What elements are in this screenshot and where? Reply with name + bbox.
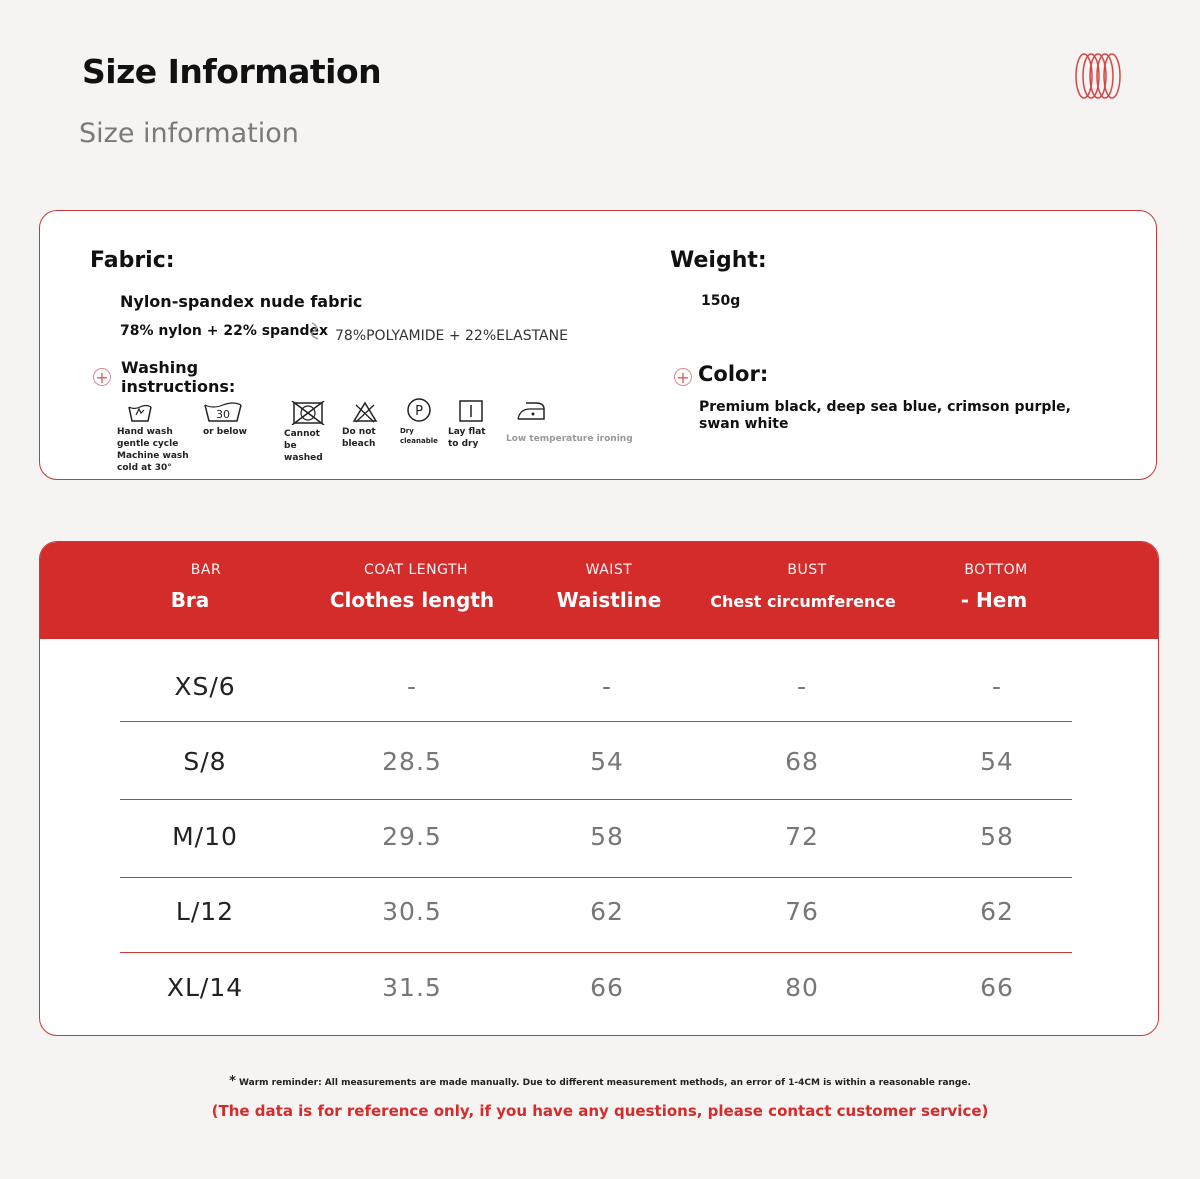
measurement-cell: 58 xyxy=(590,822,624,851)
hand-wash-icon xyxy=(127,401,153,423)
measurement-cell: - xyxy=(601,672,613,701)
page-subtitle: Size information xyxy=(79,118,299,149)
weight-label: Weight: xyxy=(670,248,767,273)
color-label: Color: xyxy=(698,362,769,386)
table-row xyxy=(40,973,1158,1013)
header-bust-en: BUST xyxy=(787,562,827,578)
measurement-cell: 68 xyxy=(785,747,819,776)
size-cell: S/8 xyxy=(183,747,227,776)
row-divider xyxy=(120,721,1072,722)
measurement-cell: 72 xyxy=(785,822,819,851)
wash-item-lay-flat xyxy=(448,401,498,450)
wash-item-hand xyxy=(117,401,205,474)
reminder-text: Warm reminder: All measurements are made manually. Due to different measurement methods, an error of 1-4CM is within a reasonable range. xyxy=(239,1078,971,1088)
no-tumble-dry-icon xyxy=(290,401,326,425)
size-cell: M/10 xyxy=(172,822,238,851)
fabric-label: Fabric: xyxy=(90,248,175,273)
measurement-cell: 66 xyxy=(590,973,624,1002)
wash-item-30 xyxy=(203,401,273,438)
measurement-cell: - xyxy=(991,672,1003,701)
table-row xyxy=(40,747,1158,787)
header-bottom-cn: - Hem xyxy=(960,588,1028,612)
wash-item-no-bleach xyxy=(342,401,392,450)
size-cell: L/12 xyxy=(175,897,235,926)
measurement-cell: 54 xyxy=(590,747,624,776)
header-bra-cn: Bra xyxy=(170,588,210,612)
wash-caption-hand: Hand wash gentle cycle Machine wash cold at 30° xyxy=(117,427,189,473)
wash-caption-no-bleach: Do not bleach xyxy=(342,427,376,449)
plus-icon: + xyxy=(674,368,692,386)
svg-text:P: P xyxy=(415,404,423,419)
weight-value: 150g xyxy=(701,293,741,309)
measurement-cell: 31.5 xyxy=(382,973,442,1002)
color-value: Premium black, deep sea blue, crimson purple, swan white xyxy=(699,399,1071,432)
no-bleach-icon xyxy=(352,401,378,423)
table-row xyxy=(40,897,1158,937)
measurement-cell: 54 xyxy=(980,747,1014,776)
fabric-name: Nylon-spandex nude fabric xyxy=(120,292,363,311)
rings-logo-icon xyxy=(1074,52,1122,100)
header-bra-en: BAR xyxy=(190,562,222,578)
size-cell: XL/14 xyxy=(166,973,244,1002)
washing-label-line1: Washing xyxy=(121,358,199,377)
svg-text:30: 30 xyxy=(216,408,230,421)
size-cell: XS/6 xyxy=(174,672,236,701)
fabric-composition: 78% nylon + 22% spandex xyxy=(120,323,329,339)
header-bottom-en: BOTTOM xyxy=(964,562,1028,578)
measurement-cell: 58 xyxy=(980,822,1014,851)
fabric-info-card xyxy=(39,210,1157,480)
measurement-cell: 29.5 xyxy=(382,822,442,851)
row-divider xyxy=(120,877,1072,878)
washing-label xyxy=(121,358,235,396)
fabric-composition-en: 78%POLYAMIDE + 22%ELASTANE xyxy=(335,328,568,344)
wash-caption-dry-clean: Dry cleanable xyxy=(400,427,438,445)
row-divider xyxy=(120,799,1072,800)
measurement-cell: 80 xyxy=(785,973,819,1002)
wash-item-no-tumble xyxy=(284,401,334,464)
measurement-cell: - xyxy=(796,672,808,701)
wash-item-dry-clean xyxy=(400,401,444,446)
washing-label-line2: instructions: xyxy=(121,377,236,396)
table-row xyxy=(40,672,1158,712)
wash-caption-no-tumble: Cannot be washed xyxy=(284,429,323,463)
measurement-cell: 76 xyxy=(785,897,819,926)
header-bust-cn: Chest circumference xyxy=(710,592,896,611)
table-header xyxy=(40,542,1158,639)
row-divider xyxy=(120,952,1072,953)
measurement-cell: 62 xyxy=(980,897,1014,926)
wash-caption-low-iron: Low temperature ironing xyxy=(506,434,633,444)
swirl-icon xyxy=(308,321,324,341)
size-table xyxy=(39,541,1159,1036)
wash-30-icon xyxy=(203,401,243,423)
page-title: Size Information xyxy=(82,52,382,91)
header-coat-length-cn: Clothes length xyxy=(329,588,495,612)
reference-note: (The data is for reference only, if you have any questions, please contact customer service) xyxy=(211,1102,989,1120)
warm-reminder xyxy=(0,1074,1200,1089)
reminder-asterisk: * xyxy=(229,1074,236,1089)
measurement-cell: 30.5 xyxy=(382,897,442,926)
dry-clean-icon xyxy=(406,397,432,423)
low-iron-icon xyxy=(516,399,546,423)
wash-item-low-iron xyxy=(506,401,636,445)
measurement-cell: - xyxy=(406,672,418,701)
header-waist-en: WAIST xyxy=(585,562,633,578)
measurement-cell: 66 xyxy=(980,973,1014,1002)
table-row xyxy=(40,822,1158,862)
lay-flat-dry-icon xyxy=(458,399,484,423)
header-waist-cn: Waistline xyxy=(556,588,662,612)
measurement-cell: 28.5 xyxy=(382,747,442,776)
header-coat-length-en: COAT LENGTH xyxy=(363,562,469,578)
plus-icon: + xyxy=(93,368,111,386)
wash-caption-lay-flat: Lay flat to dry xyxy=(448,427,486,449)
wash-caption-30: or below xyxy=(203,427,247,437)
measurement-cell: 62 xyxy=(590,897,624,926)
